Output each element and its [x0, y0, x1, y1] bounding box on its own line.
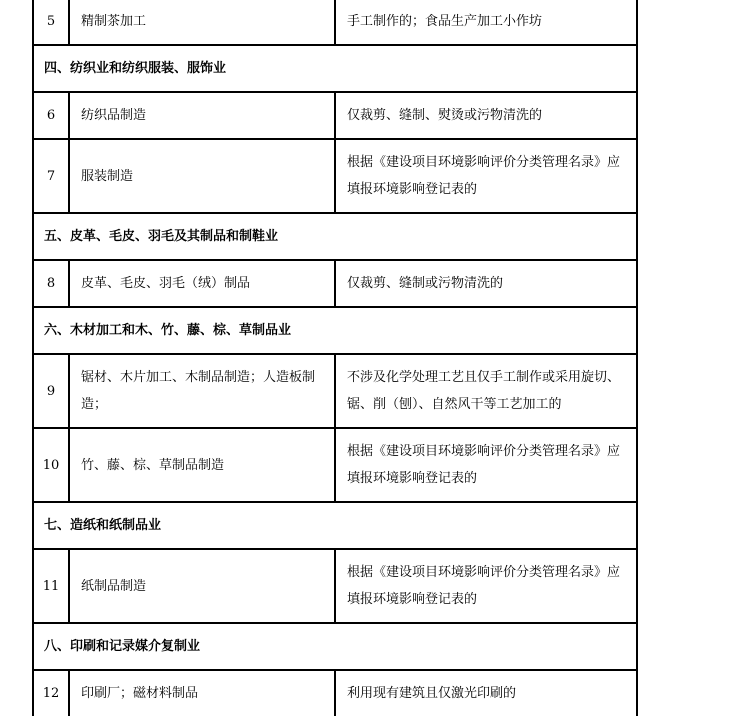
industry-name: 锯材、木片加工、木制品制造；人造板制造；	[69, 354, 335, 428]
condition-text: 利用现有建筑且仅激光印刷的	[335, 670, 637, 716]
section-row	[33, 307, 637, 354]
table-row	[33, 0, 637, 45]
condition-text: 手工制作的；食品生产加工小作坊	[335, 0, 637, 45]
section-heading: 四、纺织业和纺织服装、服饰业	[33, 45, 637, 92]
table-row	[33, 549, 637, 623]
table-row	[33, 260, 637, 307]
industry-name: 竹、藤、棕、草制品制造	[69, 428, 335, 502]
section-row	[33, 213, 637, 260]
condition-text: 不涉及化学处理工艺且仅手工制作或采用旋切、锯、削（刨）、自然风干等工艺加工的	[335, 354, 637, 428]
row-number: 9	[33, 354, 69, 428]
section-heading: 八、印刷和记录媒介复制业	[33, 623, 637, 670]
industry-name: 服装制造	[69, 139, 335, 213]
condition-text: 仅裁剪、缝制或污物清洗的	[335, 260, 637, 307]
industry-name: 精制茶加工	[69, 0, 335, 45]
section-row	[33, 502, 637, 549]
section-heading: 六、木材加工和木、竹、藤、棕、草制品业	[33, 307, 637, 354]
row-number: 6	[33, 92, 69, 139]
table-row	[33, 139, 637, 213]
row-number: 12	[33, 670, 69, 716]
section-row	[33, 623, 637, 670]
row-number: 5	[33, 0, 69, 45]
row-number: 10	[33, 428, 69, 502]
condition-text: 仅裁剪、缝制、熨烫或污物清洗的	[335, 92, 637, 139]
row-number: 8	[33, 260, 69, 307]
condition-text: 根据《建设项目环境影响评价分类管理名录》应填报环境影响登记表的	[335, 139, 637, 213]
table-row	[33, 428, 637, 502]
industry-table	[32, 0, 638, 716]
section-heading: 五、皮革、毛皮、羽毛及其制品和制鞋业	[33, 213, 637, 260]
row-number: 11	[33, 549, 69, 623]
condition-text: 根据《建设项目环境影响评价分类管理名录》应填报环境影响登记表的	[335, 549, 637, 623]
industry-name: 皮革、毛皮、羽毛（绒）制品	[69, 260, 335, 307]
section-row	[33, 45, 637, 92]
table-row	[33, 670, 637, 716]
row-number: 7	[33, 139, 69, 213]
industry-name: 纺织品制造	[69, 92, 335, 139]
industry-name: 纸制品制造	[69, 549, 335, 623]
table-row	[33, 92, 637, 139]
section-heading: 七、造纸和纸制品业	[33, 502, 637, 549]
table-row	[33, 354, 637, 428]
condition-text: 根据《建设项目环境影响评价分类管理名录》应填报环境影响登记表的	[335, 428, 637, 502]
industry-name: 印刷厂；磁材料制品	[69, 670, 335, 716]
